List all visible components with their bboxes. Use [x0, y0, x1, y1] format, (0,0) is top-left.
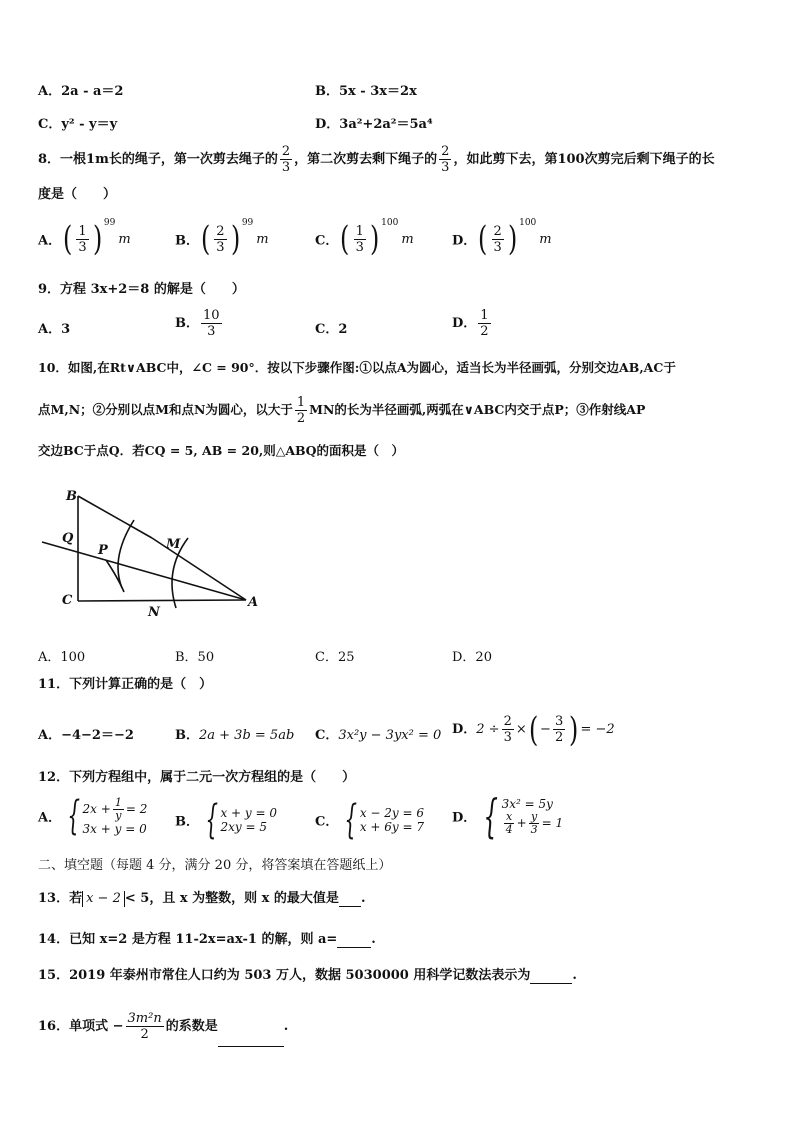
q10-stem-line1: 10．如图,在Rt∨ABC中，∠C = 90°．按以下步骤作图:①以点A为圆心，适当长为半径画弧，分别交边AB,AC于 [38, 360, 676, 375]
q9-stem: 9．方程 3x+2＝8 的解是（ ） [38, 282, 245, 297]
label-c: C [62, 593, 73, 608]
q14-stem: 14．已知 x=2 是方程 11-2x=ax-1 的解，则 a= . [38, 932, 376, 947]
q13-abs-expr: x − 2 [82, 891, 125, 907]
segment-ca [78, 600, 246, 601]
q8-fraction-1: $\frac{2}{3}$ [281, 144, 291, 175]
q8-text-3: ，如此剪下去，第100次剪完后剩下绳子的长 [453, 152, 715, 167]
q10-geometry-figure [38, 482, 278, 622]
q9-option-a: A．3 [38, 322, 71, 337]
q13-answer-blank [339, 890, 361, 907]
label-q: Q [62, 531, 74, 546]
q9-option-d: D． $\frac{1}{2}$ [452, 308, 489, 339]
label-a: A [248, 595, 259, 610]
q10-stem-line3: 交边BC于点Q．若CQ = 5, AB = 20,则△ABQ的面积是（ ） [38, 443, 405, 458]
q8-option-c: C．( $\frac{1}{3}$ ) $^{100}$m [315, 218, 414, 259]
q15-answer-blank [530, 967, 572, 984]
q11-option-a: A．−4−2＝−2 [38, 728, 134, 743]
q12-option-b: B． { x + y = 0 2xy = 5 [175, 797, 278, 843]
q11-option-b: B．2a + 3b = 5ab [175, 728, 295, 743]
q8-fraction-2: $\frac{2}{3}$ [441, 144, 450, 175]
q12-option-a: A． { 2x + $\frac{1}{y}$ = 2 3x + y = 0 [38, 793, 148, 839]
ray-ap [42, 542, 246, 600]
label-m: M [166, 537, 181, 552]
label-p: P [98, 543, 108, 558]
q7-option-b: B．5x - 3x＝2x [315, 84, 417, 99]
q8-text-1: 8．一根1m长的绳子，第一次剪去绳子的 [38, 152, 278, 167]
q10-option-c: C．25 [315, 650, 355, 665]
q10-stem-line2: 点M,N；②分别以点M和点N为圆心，以大于 $\frac{1}{2}$ MN的长为半径画弧,两弧在∨ABC内交于点P；③作射线AP [38, 395, 646, 426]
q12-option-c: C． { x − 2y = 6 x + 6y = 7 [315, 797, 424, 843]
q7-option-d: D．3a²+2a²＝5a⁴ [315, 117, 433, 132]
q10-option-a: A．100 [38, 650, 86, 665]
q7-option-a: A．2a - a＝2 [38, 84, 124, 99]
q15-stem: 15．2019 年泰州市常住人口约为 503 万人，数据 5030000 用科学记数法表示为 . [38, 968, 577, 983]
arc-p-upper [118, 520, 134, 588]
q8-option-b: B．( $\frac{2}{3}$ ) $^{99}$m [175, 218, 269, 259]
q10-option-b: B．50 [175, 650, 215, 665]
q16-stem: 16．单项式 − $\frac{\text{3m²n}}{2}$ 的系数是 . [38, 1006, 288, 1047]
segment-ba-upper [78, 496, 152, 538]
q8-option-a: A．( $\frac{1}{3}$ ) $^{99}$m [38, 218, 131, 259]
label-b: B [66, 489, 77, 504]
q11-option-d: D．2 ÷ $\frac{2}{3}$ ×( − $\frac{3}{2}$ ) = −2 [452, 709, 615, 750]
section-2-heading: 二、填空题（每题 4 分，满分 20 分，将答案填在答题纸上） [38, 858, 392, 873]
q16-answer-blank [218, 1006, 284, 1047]
q9-option-c: C．2 [315, 322, 348, 337]
q11-stem: 11．下列计算正确的是（ ） [38, 677, 213, 692]
q9-option-b: B． $\frac{10}{3}$ [175, 308, 220, 339]
q8-option-d: D．( $\frac{2}{3}$ ) $^{100}$m [452, 218, 552, 259]
q13-stem: 13．若 x − 2 < 5，且 x 为整数，则 x 的最大值是 . [38, 891, 366, 906]
q8-stem [38, 143, 715, 177]
q11-option-c: C．3x²y − 3yx² = 0 [315, 728, 442, 743]
q12-option-d: D． { 3x² = 5y $\frac{x}{4}$ + $\frac{y}{3}$ = 1 [452, 789, 564, 843]
q12-stem: 12．下列方程组中，属于二元一次方程组的是（ ） [38, 770, 356, 785]
q7-option-c: C．y² - y＝y [38, 117, 118, 132]
q8-text-2: ，第二次剪去剩下绳子的 [294, 152, 438, 167]
q10-option-d: D．20 [452, 650, 492, 665]
label-n: N [148, 605, 160, 620]
q14-answer-blank [337, 931, 371, 948]
q8-stem-line2: 度是（ ） [38, 187, 117, 202]
